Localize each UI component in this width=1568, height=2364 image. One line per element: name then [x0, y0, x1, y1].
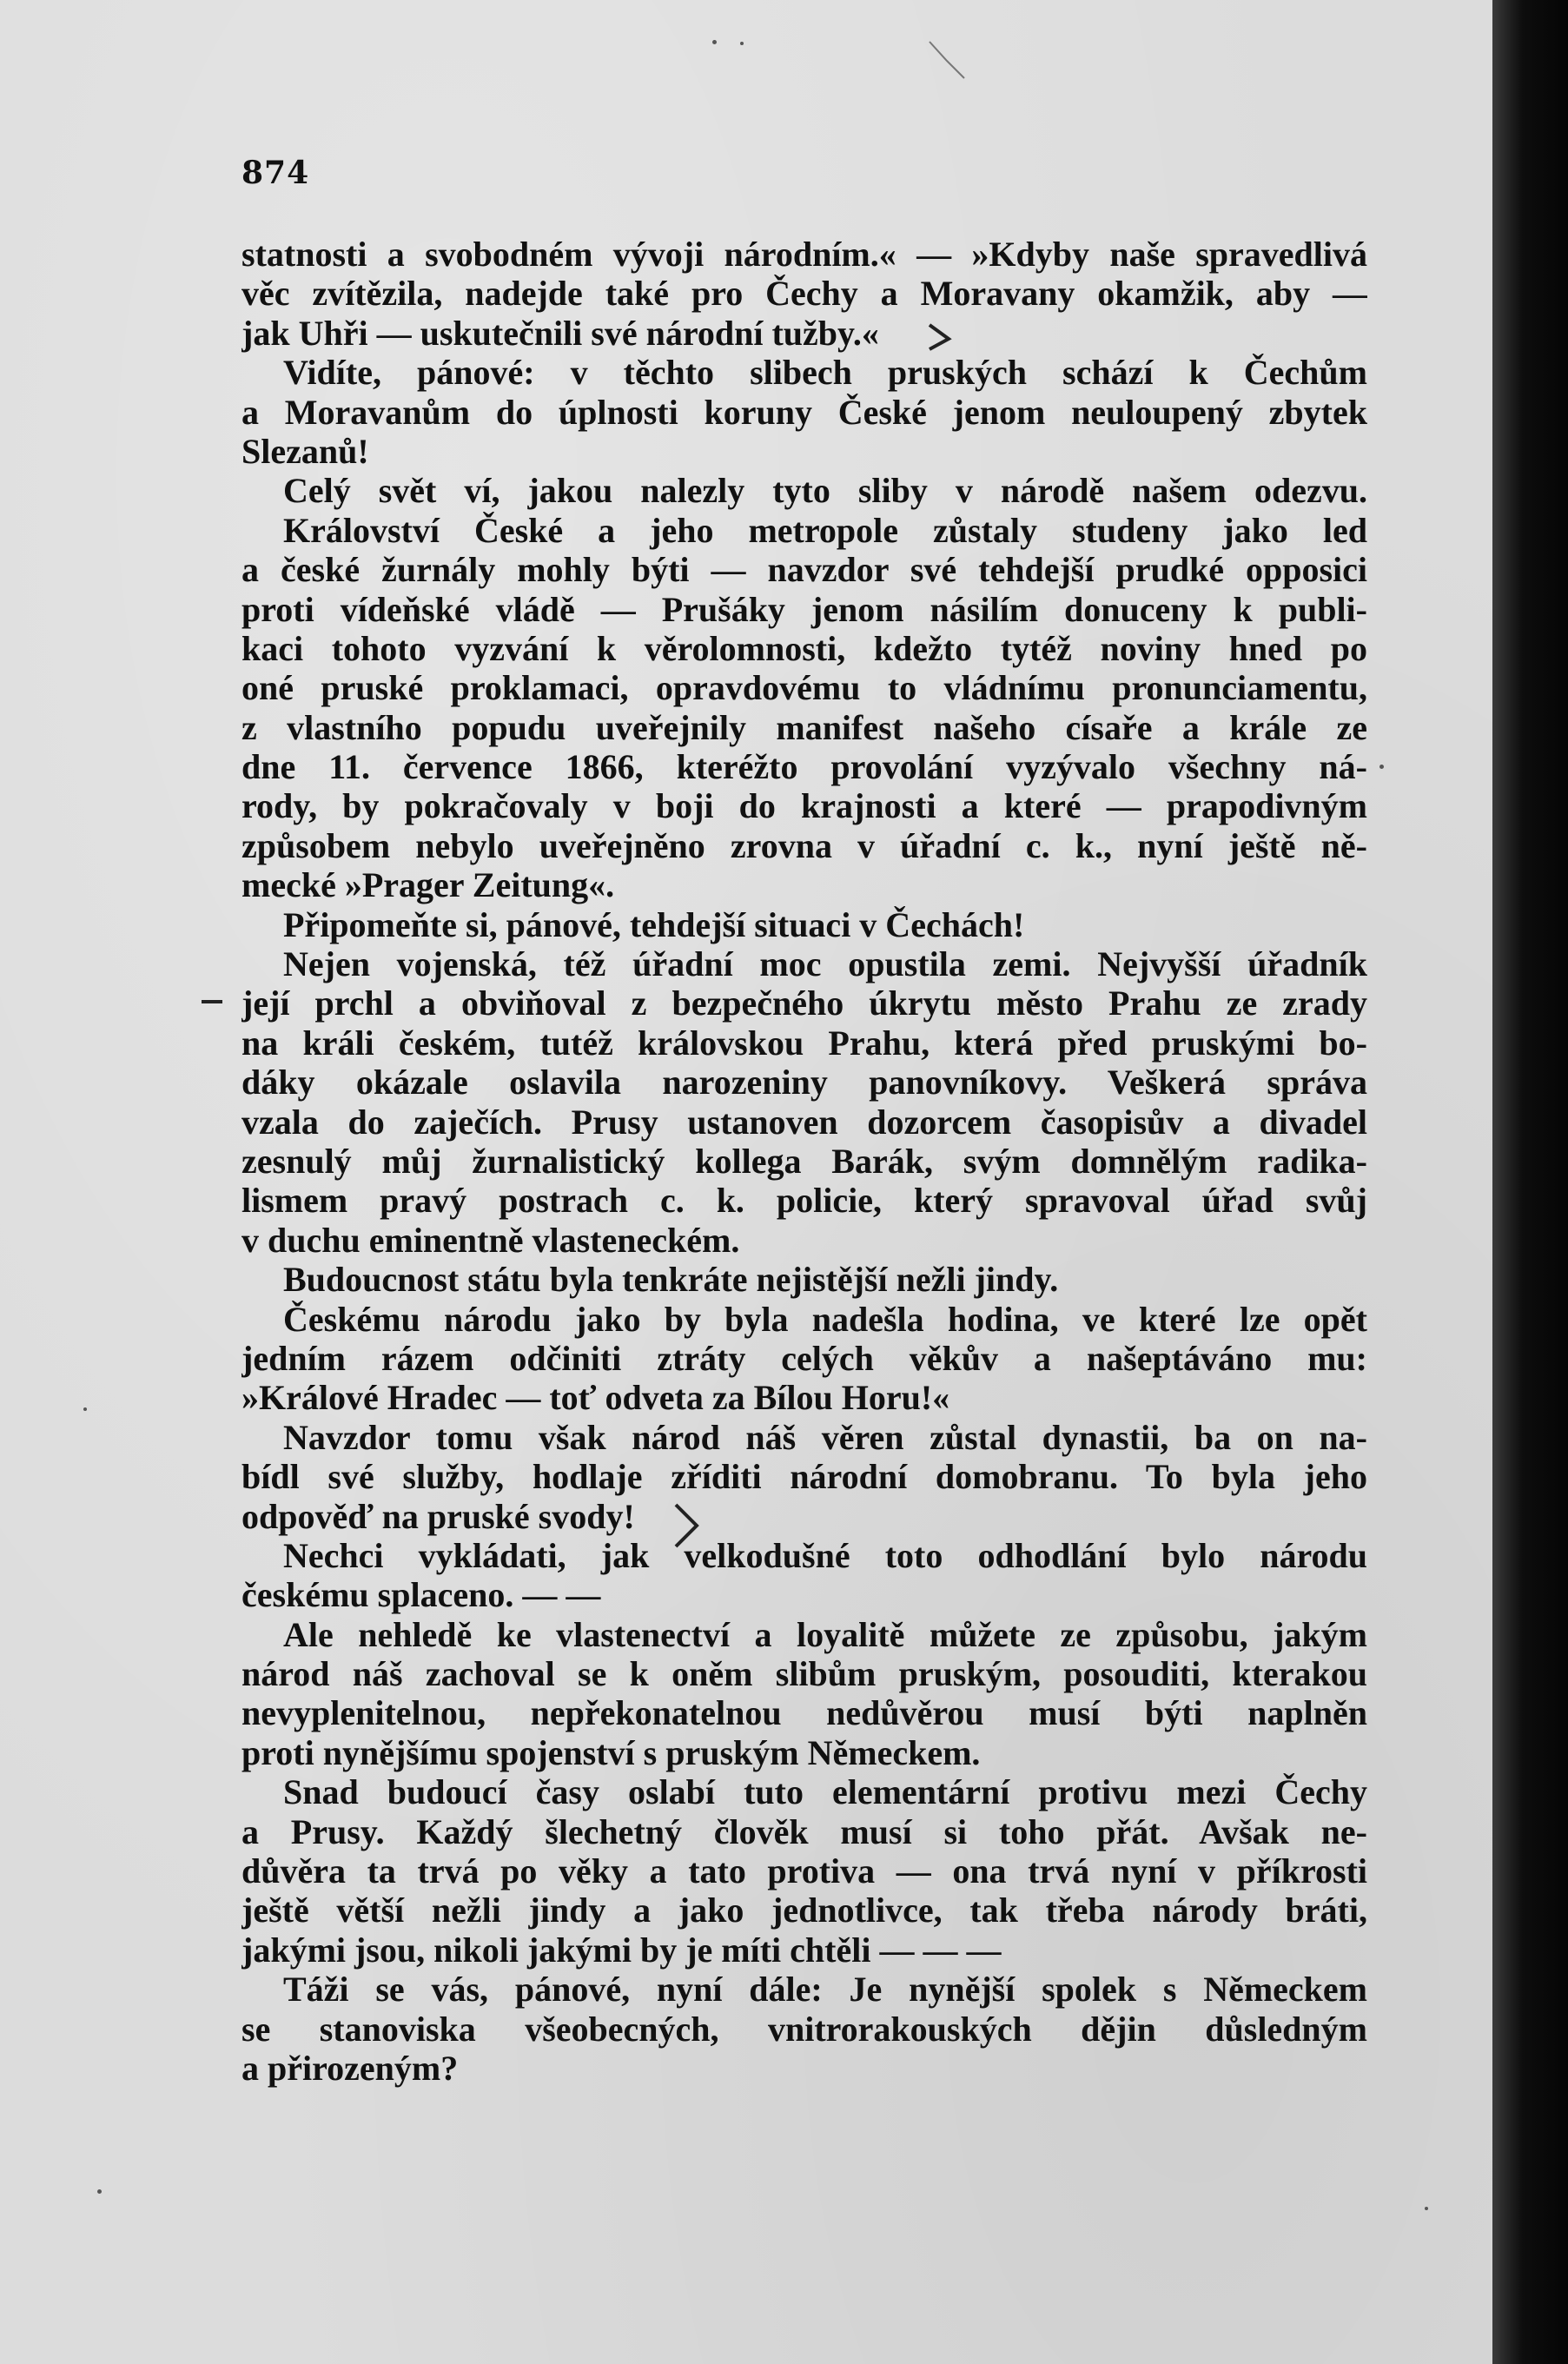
text-line: a české žurnály mohly býti — navzdor své tehdejší prudké opposici — [241, 550, 1367, 590]
top-scratch — [921, 35, 973, 87]
text-line: Táži se vás, pánové, nyní dále: Je nynější spolek s Německem — [283, 1970, 1367, 2010]
margin-mark-1 — [923, 320, 957, 354]
text-line: Připomeňte si, pánové, tehdejší situaci v Čechách! — [283, 904, 1025, 944]
text-line: bídl své služby, hodlaje zříditi národní domobranu. To byla jeho — [241, 1457, 1367, 1497]
text-line: nevyplenitelnou, nepřekonatelnou nedůvěrou musí býti naplněn — [241, 1693, 1367, 1733]
text-line: Nejen vojenská, též úřadní moc opustila zemi. Nejvyšší úřadník — [283, 944, 1367, 984]
text-line: jak Uhři — uskutečnili své národní tužby.« — [241, 313, 879, 353]
paper-speck — [97, 2189, 102, 2194]
text-line: způsobem nebylo uveřejněno zrovna v úřadní c. k., nyní ještě ně- — [241, 825, 1367, 865]
text-line: se stanoviska všeobecných, vnitrorakouských dějin důsledným — [241, 2009, 1367, 2049]
text-line: rody, by pokračovaly v boji do krajnosti a které — prapodivným — [241, 786, 1367, 826]
text-line: na králi českém, tutéž královskou Prahu, která před pruskými bo- — [241, 1023, 1367, 1063]
text-line: Navzdor tomu však národ náš věren zůstal dynastii, ba on na- — [283, 1417, 1367, 1457]
text-line: Ale nehledě ke vlastenectví a loyalitě můžete ze způsobu, jakým — [283, 1614, 1367, 1654]
text-line: národ náš zachoval se k oněm slibům pruským, posouditi, kterakou — [241, 1654, 1367, 1694]
text-line: dáky okázale oslavila narozeniny panovníkovy. Veškerá správa — [241, 1063, 1367, 1103]
margin-mark-2 — [669, 1501, 704, 1550]
text-line: vzala do zaječích. Prusy ustanoven dozorcem časopisův a divadel — [241, 1102, 1367, 1142]
text-line: proti vídeňské vládě — Prušáky jenom násilím donuceny k publi- — [241, 589, 1367, 629]
text-line: »Králové Hradec — toť odveta za Bílou Horu!« — [241, 1378, 950, 1418]
text-line: jedním rázem odčiniti ztráty celých věkův a našeptáváno mu: — [241, 1338, 1367, 1378]
text-line: zesnulý můj žurnalistický kollega Barák, svým domnělým radika- — [241, 1141, 1367, 1181]
text-line: a přirozeným? — [241, 2048, 459, 2088]
body-text — [241, 235, 1367, 2088]
text-line: v duchu eminentně vlasteneckém. — [241, 1220, 740, 1260]
text-line: a Prusy. Každý šlechetný člověk musí si toho přát. Avšak ne- — [241, 1811, 1367, 1851]
text-line: lismem pravý postrach c. k. policie, který spravoval úřad svůj — [241, 1181, 1367, 1221]
paper-speck — [83, 1407, 87, 1411]
text-line: z vlastního popudu uveřejnily manifest našeho císaře a krále ze — [241, 707, 1367, 747]
text-line: statnosti a svobodném vývoji národním.« — »Kdyby naše spravedlivá — [241, 235, 1367, 274]
paper-speck — [1379, 765, 1384, 769]
text-line: kaci tohoto vyzvání k věrolomnosti, kdežto tytéž noviny hned po — [241, 628, 1367, 668]
text-line: Snad budoucí časy oslabí tuto elementární protivu mezi Čechy — [283, 1772, 1367, 1812]
text-line: a Moravanům do úplnosti koruny České jenom neuloupený zbytek — [241, 392, 1367, 432]
paper-speck — [712, 40, 717, 44]
text-line: dne 11. července 1866, kteréžto provolání vyzývalo všechny ná- — [241, 747, 1367, 787]
text-line: Království České a jeho metropole zůstaly studeny jako led — [283, 510, 1367, 550]
text-line: Českému národu jako by byla nadešla hodina, ve které lze opět — [283, 1299, 1367, 1339]
paper-speck — [1425, 2207, 1428, 2210]
text-line: Celý svět ví, jakou nalezly tyto sliby v národě našem odezvu. — [283, 471, 1367, 511]
text-line: oné pruské proklamaci, opravdovému to vládnímu pronunciamentu, — [241, 668, 1367, 708]
text-line: mecké »Prager Zeitung«. — [241, 865, 615, 905]
text-line: Vidíte, pánové: v těchto slibech pruských schází k Čechům — [283, 353, 1367, 393]
text-line: věc zvítězila, nadejde také pro Čechy a Moravany okamžik, aby — — [241, 274, 1367, 314]
page-number: 874 — [241, 155, 310, 191]
text-line: českému splaceno. — — — [241, 1575, 601, 1615]
text-line: Budoucnost státu byla tenkráte nejistější nežli jindy. — [283, 1260, 1059, 1300]
text-line: Slezanů! — [241, 431, 369, 471]
text-line: Nechci vykládati, jak velkodušné toto odhodlání bylo národu — [283, 1535, 1367, 1575]
paper-speck — [740, 42, 744, 45]
margin-dash-left — [200, 997, 226, 1006]
text-line: odpověď na pruské svody! — [241, 1496, 635, 1536]
text-line: její prchl a obviňoval z bezpečného úkrytu město Prahu ze zrady — [241, 983, 1367, 1023]
text-line: jakými jsou, nikoli jakými by je míti chtěli — — — — [241, 1930, 1002, 1970]
page-edge-shadow — [1492, 0, 1568, 2364]
text-line: proti nynějšímu spojenství s pruským Německem. — [241, 1732, 981, 1772]
text-line: důvěra ta trvá po věky a tato protiva — ona trvá nyní v příkrosti — [241, 1851, 1367, 1891]
text-line: ještě větší nežli jindy a jako jednotlivce, tak třeba národy bráti, — [241, 1891, 1367, 1930]
